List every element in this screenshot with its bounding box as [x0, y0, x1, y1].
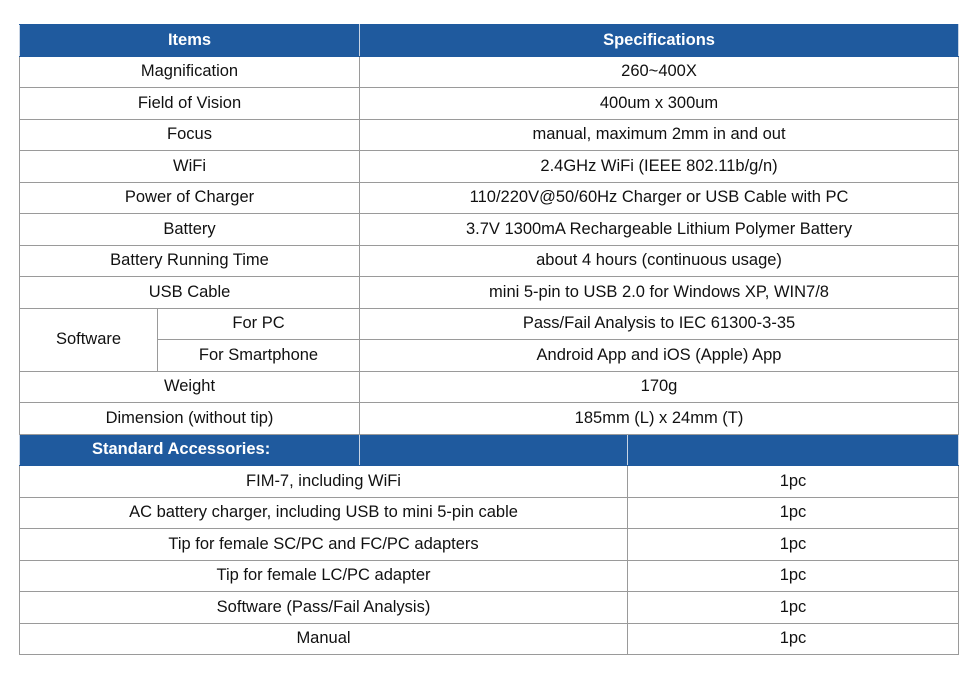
spec-value: mini 5-pin to USB 2.0 for Windows XP, WIN7/8 [360, 277, 959, 309]
accessories-header-qty-blank [628, 434, 959, 466]
accessory-qty: 1pc [628, 560, 959, 592]
accessory-name: AC battery charger, including USB to mini 5-pin cable [20, 497, 628, 529]
spec-label: Magnification [20, 56, 360, 88]
table-row [20, 403, 959, 435]
table-row [20, 245, 959, 277]
spec-value: 110/220V@50/60Hz Charger or USB Cable with PC [360, 182, 959, 214]
spec-label: Power of Charger [20, 182, 360, 214]
accessories-header-row [20, 434, 959, 466]
spec-label: Battery [20, 214, 360, 246]
table-row [20, 371, 959, 403]
spec-value: 3.7V 1300mA Rechargeable Lithium Polymer Battery [360, 214, 959, 246]
standard-accessories-header: Standard Accessories: [20, 434, 360, 466]
spec-value: 185mm (L) x 24mm (T) [360, 403, 959, 435]
table-row [20, 529, 959, 561]
spec-label: Field of Vision [20, 88, 360, 120]
spec-value: 260~400X [360, 56, 959, 88]
spec-value: 400um x 300um [360, 88, 959, 120]
software-for-pc-label: For PC [158, 308, 360, 340]
spec-label: WiFi [20, 151, 360, 183]
table-row [20, 214, 959, 246]
accessory-name: Manual [20, 623, 628, 655]
accessories-header-blank [360, 434, 628, 466]
table-row [20, 340, 959, 372]
table-header-row [20, 25, 959, 57]
accessory-qty: 1pc [628, 497, 959, 529]
table-row [20, 151, 959, 183]
table-row [20, 466, 959, 498]
table-row [20, 56, 959, 88]
table-row [20, 88, 959, 120]
spec-label: Dimension (without tip) [20, 403, 360, 435]
table-row [20, 119, 959, 151]
spec-value: manual, maximum 2mm in and out [360, 119, 959, 151]
table-row [20, 560, 959, 592]
spec-label: USB Cable [20, 277, 360, 309]
accessory-name: Tip for female LC/PC adapter [20, 560, 628, 592]
table-row [20, 277, 959, 309]
table-row [20, 623, 959, 655]
items-header: Items [20, 25, 360, 57]
spec-label: Battery Running Time [20, 245, 360, 277]
software-for-pc-value: Pass/Fail Analysis to IEC 61300-3-35 [360, 308, 959, 340]
spec-value: about 4 hours (continuous usage) [360, 245, 959, 277]
table-row [20, 497, 959, 529]
software-for-smartphone-value: Android App and iOS (Apple) App [360, 340, 959, 372]
accessory-name: Software (Pass/Fail Analysis) [20, 592, 628, 624]
accessory-qty: 1pc [628, 529, 959, 561]
specifications-table [19, 24, 959, 655]
table-row [20, 182, 959, 214]
accessory-name: FIM-7, including WiFi [20, 466, 628, 498]
accessory-qty: 1pc [628, 623, 959, 655]
accessory-qty: 1pc [628, 592, 959, 624]
table-row [20, 592, 959, 624]
spec-label: Weight [20, 371, 360, 403]
software-for-smartphone-label: For Smartphone [158, 340, 360, 372]
spec-value: 2.4GHz WiFi (IEEE 802.11b/g/n) [360, 151, 959, 183]
specifications-header: Specifications [360, 25, 959, 57]
spec-label: Focus [20, 119, 360, 151]
table-row [20, 308, 959, 340]
spec-value: 170g [360, 371, 959, 403]
software-label: Software [20, 308, 158, 371]
accessory-qty: 1pc [628, 466, 959, 498]
accessory-name: Tip for female SC/PC and FC/PC adapters [20, 529, 628, 561]
